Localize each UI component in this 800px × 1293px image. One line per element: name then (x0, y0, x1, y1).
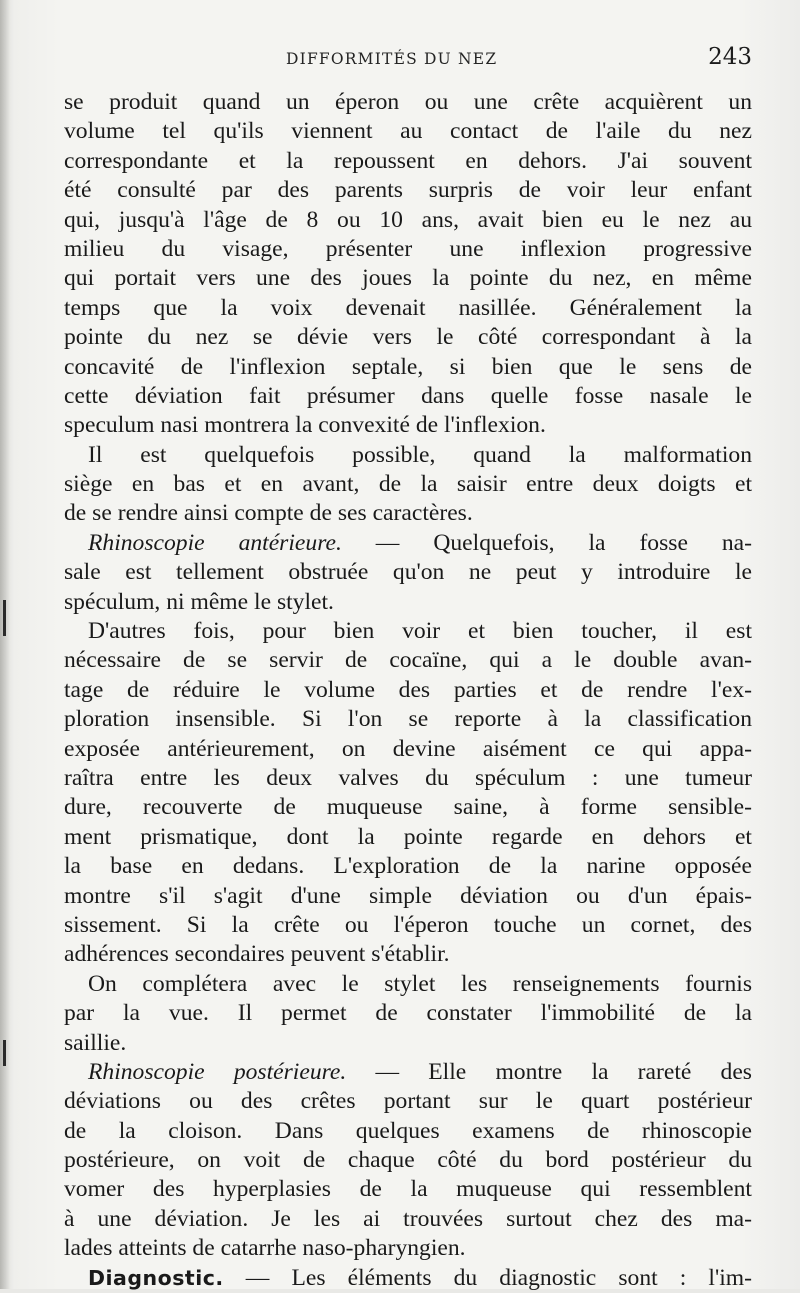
text-line: qui portait vers une des joues la pointe du nez, en même (64, 265, 752, 292)
section-heading-italic: Rhinoscopie antérieure. (88, 529, 342, 556)
text-line: Rhinoscopie postérieure. — Elle montre la rareté des (88, 1058, 752, 1085)
text-line: par la vue. Il permet de constater l'immobilité de la (64, 1000, 752, 1027)
text-line: siège en bas et en avant, de la saisir entre deux doigts et (64, 471, 752, 498)
text-line: été consulté par des parents surpris de voir leur enfant (64, 177, 752, 204)
text-line: à une déviation. Je les ai trouvées surtout chez des ma- (64, 1205, 752, 1232)
text-line: sissement. Si la crête ou l'éperon touche un cornet, des (64, 911, 752, 938)
text-line: cette déviation fait présumer dans quelle fosse nasale le (64, 382, 752, 409)
page-number: 243 (708, 44, 752, 70)
text-line: dure, recouverte de muqueuse saine, à forme sensible- (64, 794, 752, 821)
text-line: montre s'il s'agit d'une simple déviation ou d'un épais- (64, 882, 752, 909)
text-line: pointe du nez se dévie vers le côté correspondant à la (64, 324, 752, 351)
text-line: spéculum, ni même le stylet. (64, 588, 334, 615)
text-line: saillie. (64, 1029, 127, 1056)
text-line: sale est tellement obstruée qu'on ne peut y introduire le (64, 559, 752, 586)
text-line: adhérences secondaires peuvent s'établir. (64, 941, 450, 968)
margin-mark (3, 1040, 6, 1066)
running-head: DIFFORMITÉS DU NEZ (286, 50, 498, 68)
body-text (64, 88, 752, 1293)
text-line: concavité de l'inflexion septale, si bien que le sens de (64, 353, 752, 380)
text-line: speculum nasi montrera la convexité de l'inflexion. (64, 412, 546, 439)
text-line: ment prismatique, dont la pointe regarde en dehors et (64, 823, 752, 850)
text-line: de se rendre ainsi compte de ses caractères. (64, 500, 473, 527)
text-line: raîtra entre les deux valves du spéculum : une tumeur (64, 764, 752, 791)
page-gutter-shadow (0, 0, 10, 1289)
text-line: milieu du visage, présenter une inflexion progressive (64, 235, 752, 262)
text-line: Diagnostic. — Les éléments du diagnostic sont : l'im- (88, 1264, 752, 1291)
section-heading-italic: Rhinoscopie postérieure. (88, 1058, 347, 1085)
text-line: tage de réduire le volume des parties et de rendre l'ex- (64, 676, 752, 703)
text-line: ploration insensible. Si l'on se reporte à la classification (64, 706, 752, 733)
text-line: Rhinoscopie antérieure. — Quelquefois, la fosse na- (88, 529, 752, 556)
text-line: de la cloison. Dans quelques examens de rhinoscopie (64, 1117, 752, 1144)
text-line: Il est quelquefois possible, quand la malformation (88, 441, 752, 468)
section-heading-bold: Diagnostic. (88, 1265, 224, 1290)
text-line: se produit quand un éperon ou une crête acquièrent un (64, 89, 752, 115)
text-line: volume tel qu'ils viennent au contact de l'aile du nez (64, 118, 752, 145)
margin-mark (3, 600, 6, 636)
text-line: D'autres fois, pour bien voir et bien toucher, il est (88, 618, 752, 645)
text-line: lades atteints de catarrhe naso-pharyngien. (64, 1235, 466, 1262)
text-line: temps que la voix devenait nasillée. Généralement la (64, 294, 752, 321)
text-line: postérieure, on voit de chaque côté du bord postérieur du (64, 1147, 752, 1174)
text-line: vomer des hyperplasies de la muqueuse qui ressemblent (64, 1176, 752, 1203)
text-line: nécessaire de se servir de cocaïne, qui a le double avan- (64, 647, 752, 674)
text-line: la base en dedans. L'exploration de la narine opposée (64, 853, 752, 880)
text-line: correspondante et la repoussent en dehors. J'ai souvent (64, 147, 752, 174)
page-header (64, 44, 754, 80)
text-line: déviations ou des crêtes portant sur le quart postérieur (64, 1088, 752, 1115)
text-line: exposée antérieurement, on devine aisément ce qui appa- (64, 735, 752, 762)
text-line: On complétera avec le stylet les renseignements fournis (88, 970, 752, 997)
text-line: qui, jusqu'à l'âge de 8 ou 10 ans, avait bien eu le nez au (64, 206, 752, 233)
